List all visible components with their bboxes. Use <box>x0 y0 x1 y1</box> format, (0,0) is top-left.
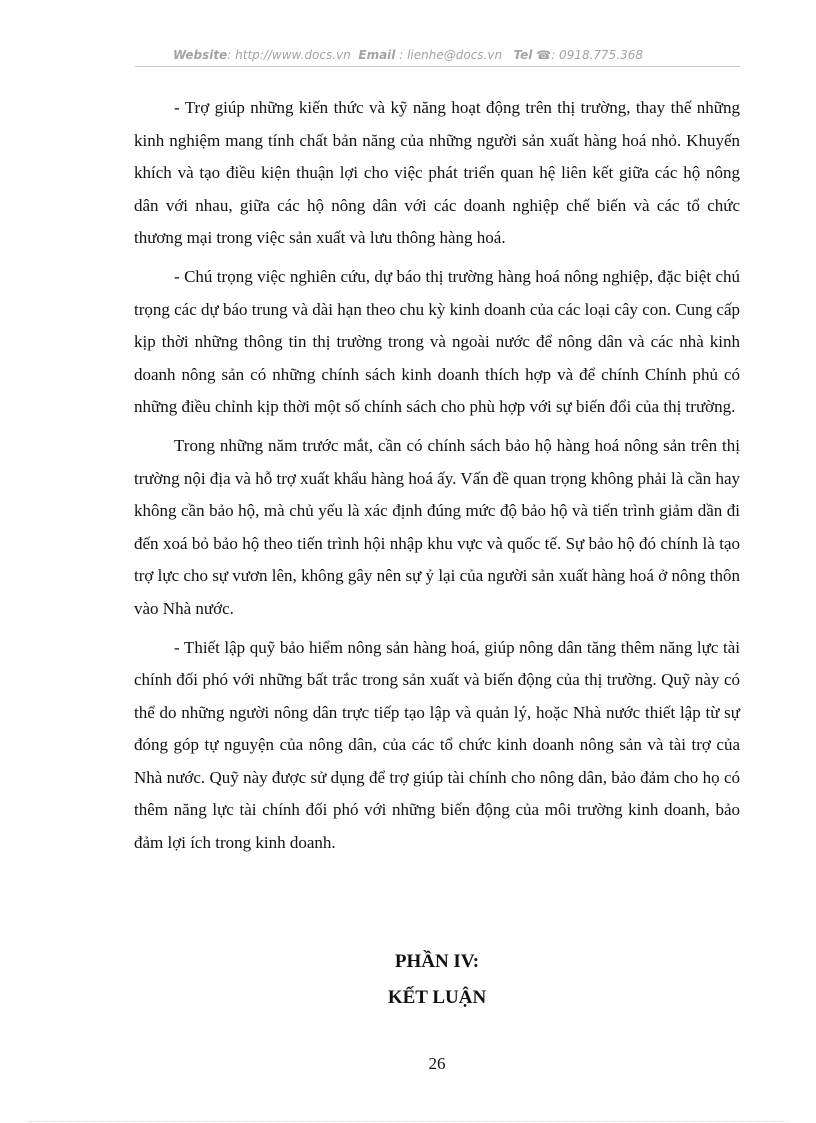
email-label: Email <box>358 48 396 62</box>
paragraph-3: Trong những năm trước mắt, cần có chính sách bảo hộ hàng hoá nông sản trên thị trường nội địa và hỗ trợ xuất khẩu hàng hoá ấy. Vấn đề quan trọng không phải là cần hay không cần bảo hộ, mà chủ yếu là xác định đúng mức độ bảo hộ và tiến trình giảm dần đi đến xoá bỏ bảo hộ theo tiến trình hội nhập khu vực và quốc tế. Sự bảo hộ đó chính là tạo trợ lực cho sự vươn lên, không gây nên sự ỷ lại của người sản xuất hàng hoá ở nông thôn vào Nhà nước. <box>134 435 740 618</box>
website-value: : http://www.docs.vn <box>227 48 351 62</box>
tel-value: : 0918.775.368 <box>551 48 644 62</box>
paragraph-1: - Trợ giúp những kiến thức và kỹ năng hoạt động trên thị trường, thay thế những kinh nghiệm mang tính chất bản năng của những người sản xuất hàng hoá nhỏ. Khuyến khích và tạo điều kiện thuận lợi cho việc phát triển quan hệ liên kết giữa các hộ nông dân với nhau, giữa các hộ nông dân với các doanh nghiệp chế biến và các tổ chức thương mại trong việc sản xuất và lưu thông hàng hoá. <box>134 98 740 248</box>
section-title-heading: KẾT LUẬN <box>387 987 487 1008</box>
email-value: : lienhe@docs.vn <box>399 48 503 62</box>
paragraph-4: - Thiết lập quỹ bảo hiểm nông sản hàng hoá, giúp nông dân tăng thêm năng lực tài chính đối phó với những bất trắc trong sản xuất và biến động của thị trường. Quỹ này có thể do những người nông dân trực tiếp tạo lập và quản lý, hoặc Nhà nước thiết lập từ sự đóng góp tự nguyện của nông dân, của các tổ chức kinh doanh nông sản và tài trợ của Nhà nước. Quỹ này được sử dụng để trợ giúp tài chính cho nông dân, bảo đảm cho họ có thêm năng lực tài chính đối phó với những biến động của môi trường kinh doanh, bảo đảm lợi ích trong kinh doanh. <box>134 637 740 853</box>
phone-icon: ☎ <box>536 48 552 62</box>
tel-label: Tel <box>513 48 533 62</box>
page-header <box>0 48 816 62</box>
section-part-heading: PHẦN IV: <box>394 951 480 972</box>
body-text <box>134 92 740 866</box>
website-label: Website <box>172 48 228 62</box>
footer-divider <box>28 1121 788 1122</box>
page-number: 26 <box>428 1054 446 1073</box>
paragraph-2: - Chú trọng việc nghiên cứu, dự báo thị trường hàng hoá nông nghiệp, đặc biệt chú trọng các dự báo trung và dài hạn theo chu kỳ kinh doanh của các loại cây con. Cung cấp kịp thời những thông tin thị trường trong và ngoài nước để nông dân và các nhà kinh doanh nông sản có những chính sách kinh doanh thích hợp và để chính Chính phủ có những điều chỉnh kịp thời một số chính sách cho phù hợp với sự biến đổi của thị trường. <box>134 266 740 417</box>
header-divider <box>135 66 740 67</box>
